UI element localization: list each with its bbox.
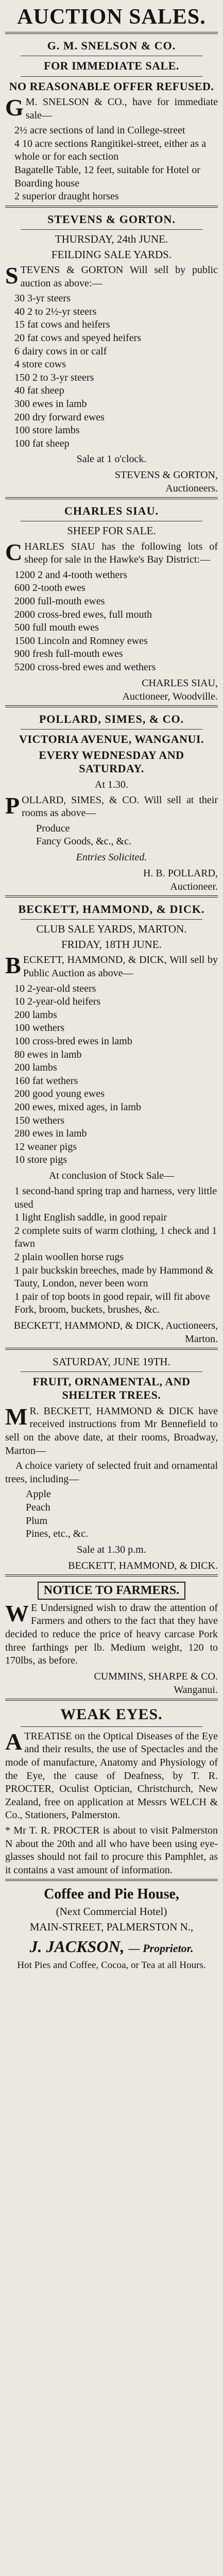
list-item: 10 2-year-old heifers [14,996,101,1008]
coffee-proprietor: J. JACKSON, — Proprietor. [29,1937,194,1956]
beckett-conclusion: At conclusion of Stock Sale— [48,1170,175,1181]
list-item: 100 wethers [14,1022,65,1034]
list-item: 4 10 acre sections Rangitikei-street, either as a whole or for each section [14,138,207,163]
list-item: 100 store lambs [14,425,80,436]
pollard-list [36,822,218,849]
coffee-house-ad [5,1879,218,1971]
trees-date: SATURDAY, JUNE 19TH. [53,1355,170,1368]
beckett-firm: BECKETT, HAMMOND, & DICK. [18,903,205,916]
list-item: 200 ewes, mixed ages, in lamb [14,1101,142,1113]
list-item: 10 2-year-old steers [14,982,96,994]
dropcap: S [5,262,19,289]
list-item: 30 3-yr steers [14,293,71,304]
snelson-list [14,124,218,204]
list-item: Fork, broom, buckets, brushes, &c. [14,1304,160,1316]
weak-eyes-note: * Mr T. R. PROCTER is about to visit Palmerston N about the 20th and all who have been using eye-glasses should not fail to procure this Pamphlet, as it contains a vast amount of information. [5,1824,218,1876]
list-item: 1200 2 and 4-tooth wethers [14,569,127,581]
list-item: 150 wethers [14,1114,65,1126]
list-item: 1500 Lincoln and Romney ewes [14,635,148,647]
list-item: 1 second-hand spring trap and harness, very little used [14,1185,217,1210]
list-item: 600 2-tooth ewes [14,582,85,594]
list-item: Pines, etc., &c. [26,1528,89,1540]
beckett-signature: BECKETT, HAMMOND, & DICK, Auctioneers, Marton. [13,1319,218,1345]
pollard-signature: H. B. POLLARD, Auctioneer. [143,868,218,893]
list-item: 280 ewes in lamb [14,1128,87,1140]
dropcap: A [5,1728,23,1755]
list-item: Plum [26,1515,48,1527]
dropcap: B [5,952,21,979]
divider [21,1371,202,1372]
weak-eyes-body: ATREATISE on the Optical Diseases of the Eye and their results, the use of Spectacles and the mode of manufacture, Anatomy and Physiology of the Eye, the cause of Deafness, by T. R. PROCTER, Oculist Optician, Christchurch, New Zealand, free on application at Messrs WELCH & Co., Stationers, Palmerston. [5,1728,218,1821]
trees-signature: BECKETT, HAMMOND, & DICK. [68,1560,218,1571]
dropcap: M [5,1403,28,1430]
trees-list [26,1488,218,1540]
list-item: 40 fat sheep [14,385,64,397]
list-item: 2 plain woollen horse rugs [14,1251,124,1263]
divider [21,1726,202,1727]
snelson-offer: NO REASONABLE OFFER REFUSED. [9,79,214,93]
list-item: 2 superior draught horses [14,191,119,202]
list-item: 1 pair of top boots in good repair, will fit above [14,1291,210,1302]
list-item: 500 full mouth ewes [14,622,99,634]
list-item: 15 fat cows and heifers [14,319,110,331]
trees-intro: M R. BECKETT, HAMMOND & DICK have received instructions from Mr Bennefield to sell on the above date, at their rooms, Broadway, Marton— [5,1403,218,1456]
list-item: 2 complete suits of warm clothing, 1 check and 1 fawn [14,1225,217,1250]
list-item: 100 cross-bred ewes in lamb [14,1036,132,1047]
pollard-entries: Entries Solicited. [76,852,147,863]
list-item: 40 2 to 2½-yr steers [14,306,97,317]
pollard-firm: POLLARD, SIMES, & CO. [39,712,184,725]
page-title: AUCTION SALES. [17,5,206,29]
list-item: 1 light English saddle, in good repair [14,1212,167,1224]
farmers-signature: CUMMINS, SHARPE & CO. Wanganui. [94,1670,218,1696]
pollard-location: VICTORIA AVENUE, WANGANUI. [19,732,204,745]
coffee-subtitle: (Next Commercial Hotel) [56,1905,167,1918]
list-item: 10 store pigs [14,1154,67,1166]
list-item: 5200 cross-bred ewes and wethers [14,661,156,673]
list-item: Bagatelle Table, 12 feet, suitable for Hotel or Boarding house [14,164,200,189]
list-item: 12 weaner pigs [14,1141,77,1153]
list-item: 100 fat sheep [14,437,70,449]
farmers-notice [5,1574,218,1697]
stevens-date: THURSDAY, 24th JUNE. [55,232,168,245]
stevens-signature: STEVENS & GORTON, Auctioneers. [114,469,218,495]
list-item: 300 ewes in lamb [14,398,87,410]
list-item: 6 dairy cows in or calf [14,345,107,357]
coffee-address: MAIN-STREET, PALMERSTON N., [29,1921,194,1934]
pollard-schedule: EVERY WEDNESDAY AND SATURDAY. [39,748,184,775]
list-item: 200 lambs [14,1062,57,1074]
divider [21,76,202,77]
dropcap: C [5,538,23,565]
dropcap: W [5,1600,29,1626]
list-item: 900 fresh full-mouth ewes [14,648,123,660]
dropcap: G [5,94,24,121]
divider [21,729,202,730]
list-item: Peach [26,1502,50,1514]
stevens-list [14,292,218,450]
beckett-place: CLUB SALE YARDS, MARTON. [36,923,187,936]
snelson-ad [5,32,218,204]
list-item: Produce [36,822,70,834]
list-item: 1 pair buckskin breeches, made by Hammond & Tauty, London, never been worn [14,1264,214,1290]
beckett-intro: BECKETT, HAMMOND, & DICK, Will sell by Public Auction as above— [5,952,218,979]
siau-ad [5,497,218,703]
snelson-intro: G M. SNELSON & CO., have for immediate sale— [5,94,218,121]
divider [21,229,202,230]
siau-signature: CHARLES SIAU, Auctioneer, Woodville. [122,677,218,702]
weak-eyes-title: WEAK EYES. [60,1705,163,1723]
stevens-place: FEILDING SALE YARDS. [51,248,172,261]
siau-subtitle: SHEEP FOR SALE. [67,524,156,537]
divider [21,919,202,920]
siau-intro: CHARLES SIAU has the following lots of sheep for sale in the Hawke's Bay District:— [5,538,218,566]
beckett-stock-ad [5,895,218,1346]
dropcap: P [5,792,20,819]
siau-list [14,569,218,674]
pollard-ad [5,705,218,894]
beckett-date: FRIDAY, 18TH JUNE. [61,938,162,951]
siau-firm: CHARLES SIAU. [64,504,159,518]
beckett-list-2 [14,1185,218,1317]
stevens-firm: STEVENS & GORTON. [47,212,176,226]
list-item: 2½ acre sections of land in College-street [14,125,185,137]
list-item: Apple [26,1488,51,1500]
trees-variety: A choice variety of selected fruit and ornamental trees, including— [5,1460,218,1485]
stevens-ad [5,206,218,496]
list-item: 4 store cows [14,359,66,370]
list-item: 200 lambs [14,1009,57,1021]
list-item: 2000 full-mouth ewes [14,595,105,607]
beckett-list [14,982,218,1167]
stevens-intro: STEVENS & GORTON Will sell by public auction as above:— [5,262,218,289]
newspaper-page [0,5,223,2576]
list-item: 200 dry forward ewes [14,411,105,423]
coffee-title: Coffee and Pie House, [44,1886,179,1903]
list-item: Fancy Goods, &c., &c. [36,836,131,848]
list-item: 160 fat wethers [14,1075,78,1087]
pollard-intro: POLLARD, SIMES, & CO. Will sell at their rooms as above— [5,792,218,819]
snelson-firm: G. M. SNELSON & CO. [47,39,176,53]
farmers-body: W E Undersigned wish to draw the attention of Farmers and others to the fact that they have decided to reduce the price of heavy carcase Pork three farthings per lb. Medium weight, 120 to 170lbs, as before. [5,1600,218,1667]
coffee-footer: Hot Pies and Coffee, Cocoa, or Tea at all Hours. [17,1959,206,1971]
weak-eyes-ad [5,1699,218,1877]
trees-time: Sale at 1.30 p.m. [77,1544,146,1555]
stevens-time: Sale at 1 o'clock. [76,453,147,465]
beckett-trees-ad [5,1348,218,1572]
snelson-subtitle: FOR IMMEDIATE SALE. [44,59,179,73]
pollard-time: At 1.30. [95,778,128,790]
trees-title: FRUIT, ORNAMENTAL, AND SHELTER TREES. [32,1375,191,1402]
list-item: 20 fat cows and speyed heifers [14,332,142,344]
list-item: 2000 cross-bred ewes, full mouth [14,608,152,620]
list-item: 150 2 to 3-yr steers [14,371,94,383]
list-item: 80 ewes in lamb [14,1048,82,1060]
list-item: 200 good young ewes [14,1088,105,1100]
farmers-title: NOTICE TO FARMERS. [38,1582,185,1600]
